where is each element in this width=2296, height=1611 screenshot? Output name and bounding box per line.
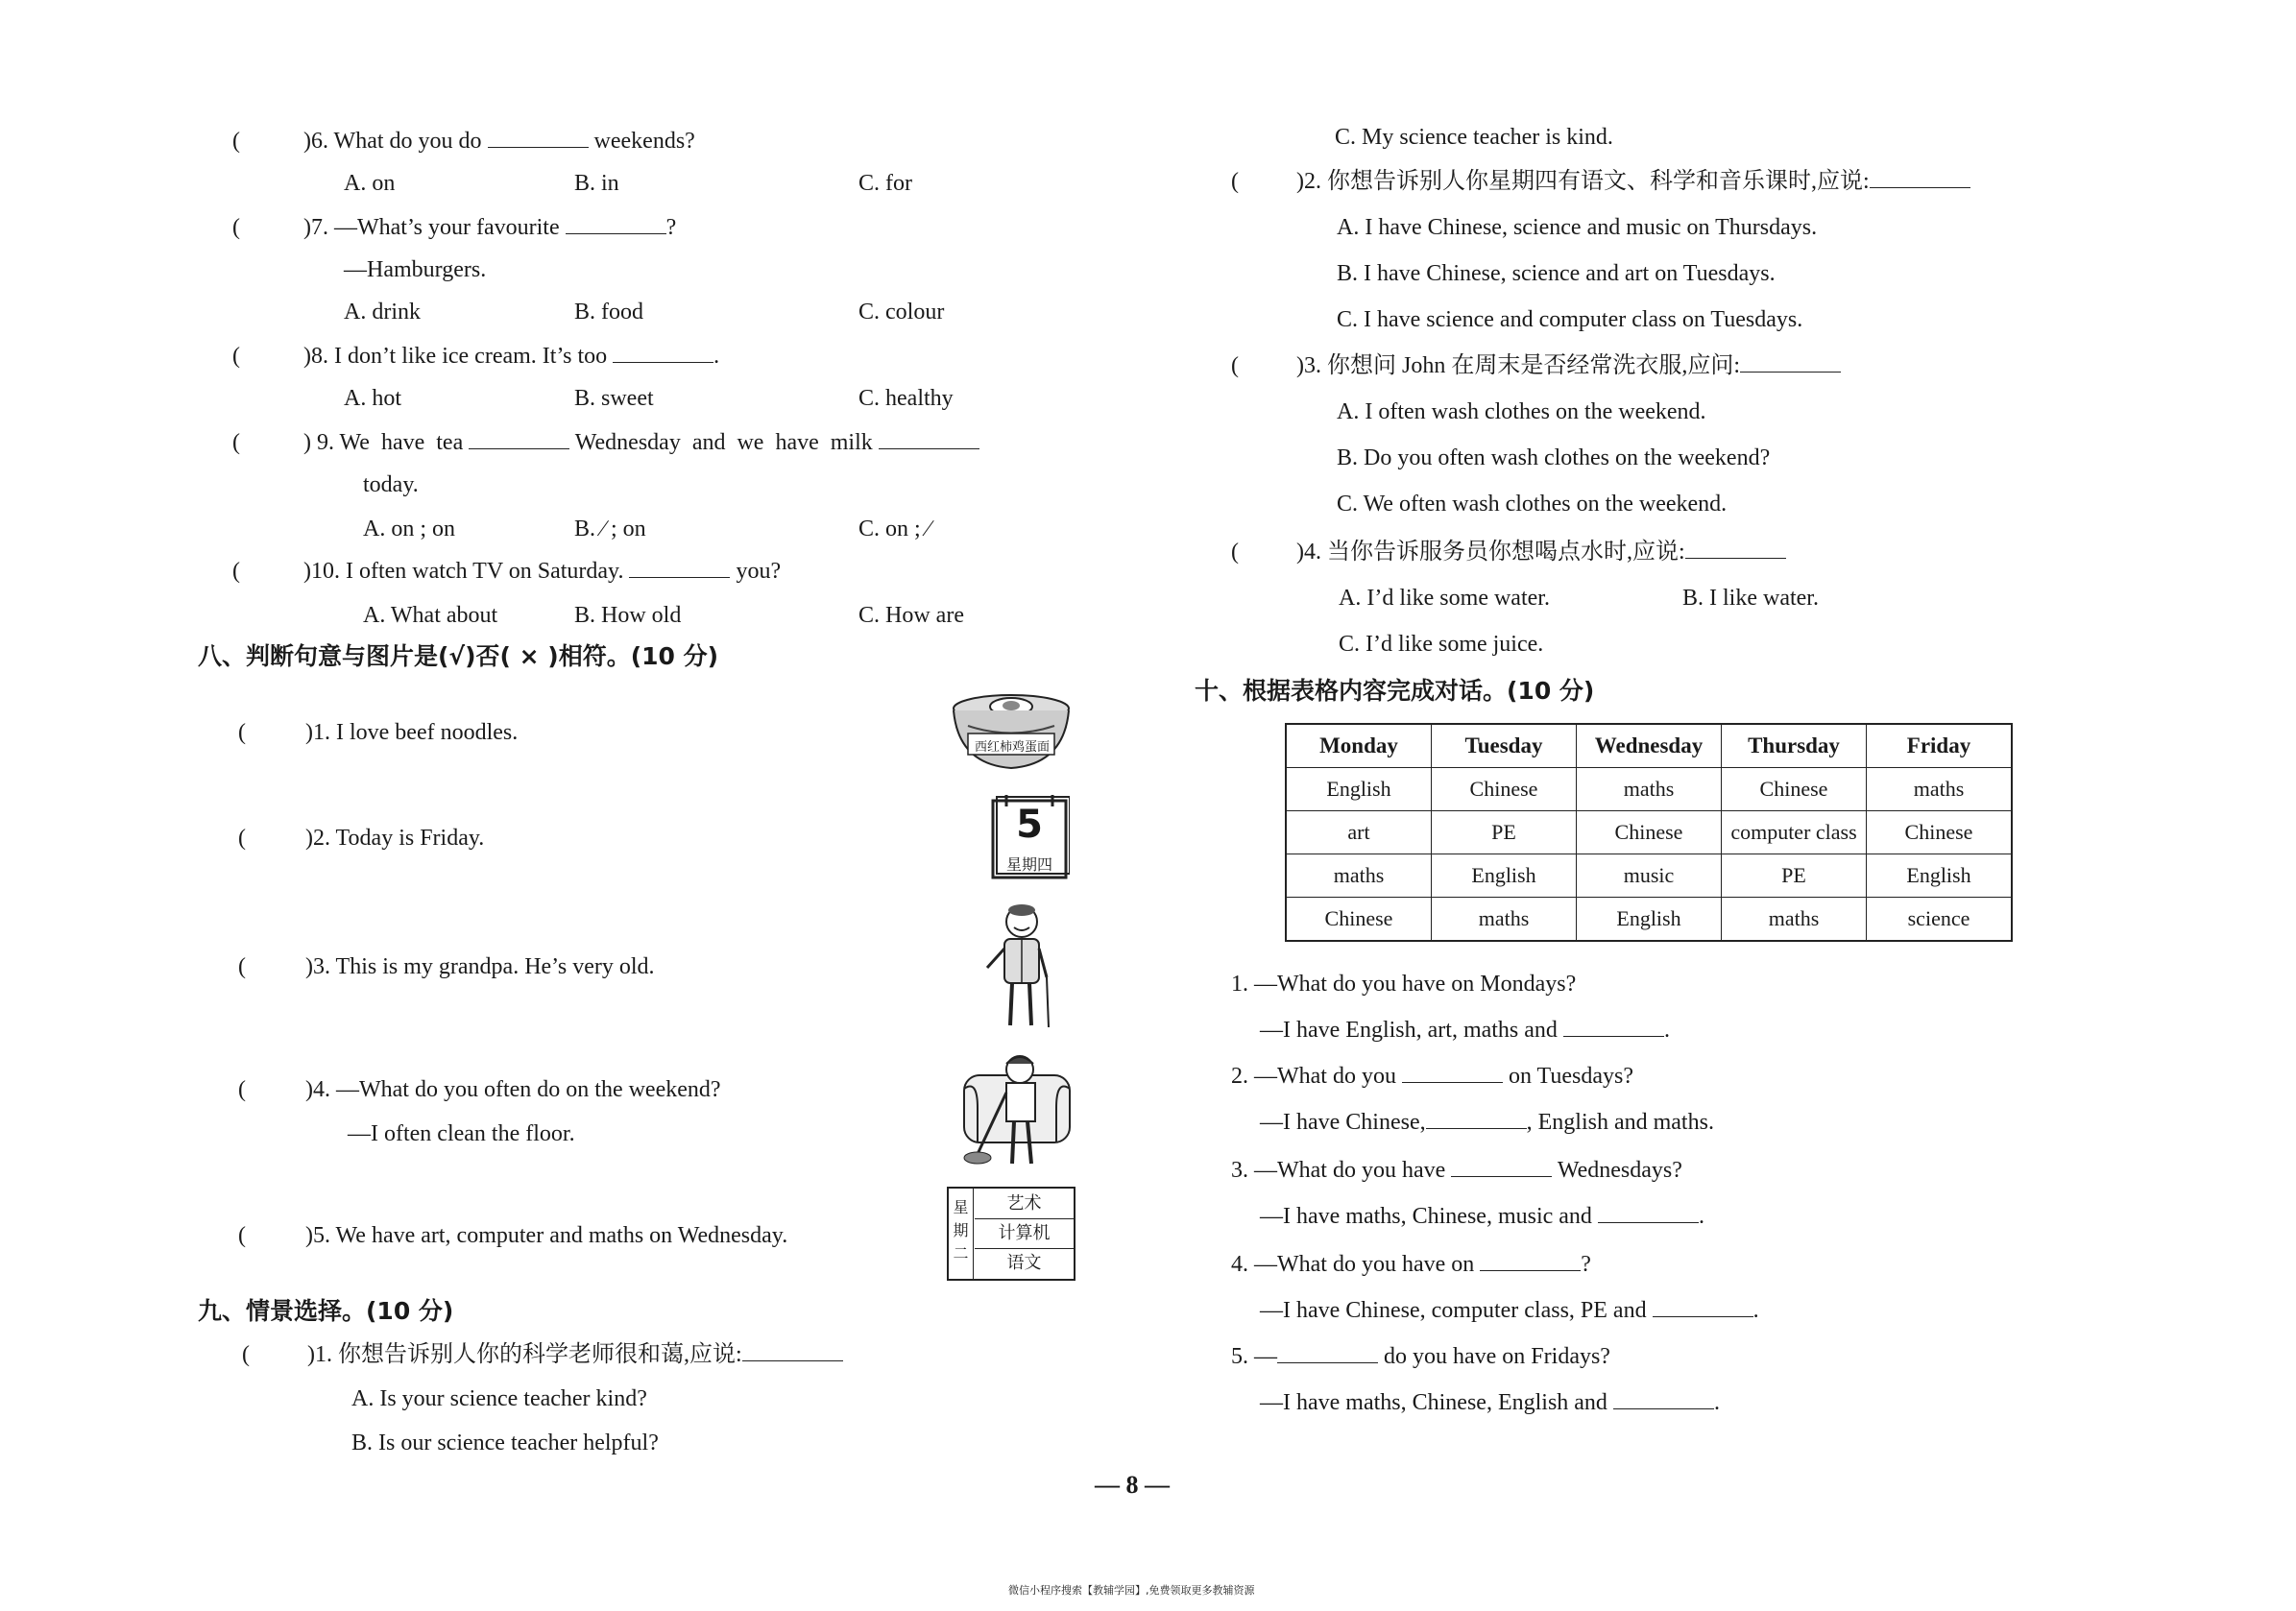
option-a: A. drink xyxy=(344,300,421,325)
judge-item-4-cont: —I often clean the floor. xyxy=(348,1121,575,1146)
answer-blank[interactable] xyxy=(1480,1253,1581,1271)
answer-paren: ( xyxy=(238,720,246,745)
option-b: B. Do you often wash clothes on the weekend? xyxy=(1337,445,1771,470)
table-cell: English xyxy=(1577,898,1722,942)
table-cell: English xyxy=(1286,768,1432,811)
answer-paren: ( xyxy=(1231,169,1239,194)
answer-blank[interactable] xyxy=(1870,170,1970,188)
answer-paren: ( xyxy=(1231,540,1239,565)
situation-q2: )2. 你想告诉别人你星期四有语文、科学和音乐课时,应说: xyxy=(1296,167,1970,196)
option-b: B. I have Chinese, science and art on Tuesdays. xyxy=(1337,261,1776,286)
cleaning-floor-icon xyxy=(958,1050,1075,1169)
dialogue-2-q: 2. —What do you on Tuesdays? xyxy=(1231,1064,1634,1089)
answer-blank[interactable] xyxy=(629,560,730,578)
table-cell: English xyxy=(1432,854,1577,898)
answer-blank[interactable] xyxy=(879,431,979,449)
option-c: C. I’d like some juice. xyxy=(1339,632,1544,657)
answer-blank[interactable] xyxy=(1563,1019,1664,1037)
mini-table-row: 计算机 xyxy=(975,1218,1074,1249)
option-a: A. Is your science teacher kind? xyxy=(351,1386,647,1411)
page-number: — 8 — xyxy=(1095,1471,1170,1499)
option-c: C. on ; ∕ xyxy=(858,517,930,541)
situation-q3: )3. 你想问 John 在周末是否经常洗衣服,应问: xyxy=(1296,351,1841,380)
answer-blank[interactable] xyxy=(1426,1111,1527,1129)
mini-table-row: 艺术 xyxy=(975,1189,1074,1219)
option-b: B. food xyxy=(574,300,643,325)
table-cell: English xyxy=(1867,854,2013,898)
option-b: B. I like water. xyxy=(1682,586,1819,611)
option-a: A. hot xyxy=(344,386,401,411)
answer-paren: ( xyxy=(232,344,240,369)
table-header: Monday xyxy=(1286,724,1432,768)
mini-table-side: 期 xyxy=(953,1221,969,1239)
table-cell: Chinese xyxy=(1286,898,1432,942)
table-cell: art xyxy=(1286,811,1432,854)
option-b: B. Is our science teacher helpful? xyxy=(351,1431,659,1455)
answer-blank[interactable] xyxy=(742,1343,843,1361)
calendar-number: 5 xyxy=(1016,803,1043,847)
answer-blank[interactable] xyxy=(1402,1065,1503,1083)
option-c: C. I have science and computer class on Tuesdays. xyxy=(1337,307,1803,332)
question-7: )7. —What’s your favourite ? xyxy=(303,215,677,240)
table-header: Wednesday xyxy=(1577,724,1722,768)
option-a: A. I’d like some water. xyxy=(1339,586,1550,611)
option-a: A. I often wash clothes on the weekend. xyxy=(1337,399,1706,424)
judge-item-4: )4. —What do you often do on the weekend? xyxy=(305,1077,721,1102)
section-10-title: 十、根据表格内容完成对话。(10 分) xyxy=(1195,677,1595,705)
table-cell: maths xyxy=(1432,898,1577,942)
dialogue-4-q: 4. —What do you have on ? xyxy=(1231,1252,1591,1277)
dialogue-1-q: 1. —What do you have on Mondays? xyxy=(1231,972,1577,997)
table-row xyxy=(1286,898,2012,942)
option-a: A. What about xyxy=(363,603,498,628)
option-c: C. My science teacher is kind. xyxy=(1335,125,1613,150)
answer-paren: ( xyxy=(242,1342,250,1367)
calendar-weekday: 星期四 xyxy=(1005,855,1052,874)
situation-q1: )1. 你想告诉别人你的科学老师很和蔼,应说: xyxy=(307,1340,843,1369)
bowl-label: 西红柿鸡蛋面 xyxy=(974,740,1050,755)
mini-table-side: 二 xyxy=(953,1244,969,1262)
answer-blank[interactable] xyxy=(566,216,666,234)
question-6: )6. What do you do weekends? xyxy=(303,129,695,154)
answer-blank[interactable] xyxy=(1277,1345,1378,1363)
option-c: C. How are xyxy=(858,603,964,628)
answer-blank[interactable] xyxy=(613,345,713,363)
option-c: C. for xyxy=(858,171,912,196)
answer-paren: ( xyxy=(232,430,240,455)
dialogue-4-a: —I have Chinese, computer class, PE and . xyxy=(1260,1298,1759,1323)
dialogue-5-q: 5. — do you have on Fridays? xyxy=(1231,1344,1610,1369)
question-10: )10. I often watch TV on Saturday. you? xyxy=(303,559,782,584)
answer-paren: ( xyxy=(238,954,246,979)
dialogue-3-a: —I have maths, Chinese, music and . xyxy=(1260,1204,1704,1229)
option-c: C. We often wash clothes on the weekend. xyxy=(1337,492,1728,517)
table-row xyxy=(1286,768,2012,811)
timetable xyxy=(1285,723,2013,942)
answer-paren: ( xyxy=(1231,353,1239,378)
table-header: Tuesday xyxy=(1432,724,1577,768)
table-cell: maths xyxy=(1286,854,1432,898)
section-8-title: 八、判断句意与图片是(√)否( × )相符。(10 分) xyxy=(198,642,719,670)
option-a: A. on ; on xyxy=(363,517,455,541)
table-cell: PE xyxy=(1722,854,1867,898)
answer-blank[interactable] xyxy=(1598,1205,1699,1223)
answer-paren: ( xyxy=(232,215,240,240)
noodle-bowl-icon xyxy=(949,687,1074,774)
answer-paren: ( xyxy=(232,129,240,154)
grandpa-icon xyxy=(974,901,1070,1031)
option-b: B. ∕ ; on xyxy=(574,517,646,541)
dialogue-5-a: —I have maths, Chinese, English and . xyxy=(1260,1390,1720,1415)
option-b: B. How old xyxy=(574,603,682,628)
answer-blank[interactable] xyxy=(1613,1391,1714,1409)
option-b: B. in xyxy=(574,171,619,196)
dialogue-2-a: —I have Chinese, , English and maths. xyxy=(1260,1110,1714,1135)
judge-item-2: )2. Today is Friday. xyxy=(305,826,485,851)
judge-item-1: )1. I love beef noodles. xyxy=(305,720,519,745)
table-cell: music xyxy=(1577,854,1722,898)
table-cell: Chinese xyxy=(1577,811,1722,854)
table-row xyxy=(1286,854,2012,898)
table-header: Thursday xyxy=(1722,724,1867,768)
option-c: C. colour xyxy=(858,300,945,325)
table-cell: maths xyxy=(1722,898,1867,942)
option-a: A. I have Chinese, science and music on Thursdays. xyxy=(1337,215,1818,240)
table-cell: science xyxy=(1867,898,2013,942)
question-8: )8. I don’t like ice cream. It’s too . xyxy=(303,344,720,369)
footer-note: 微信小程序搜索【教辅学园】,免费领取更多教辅资源 xyxy=(1008,1584,1255,1597)
answer-blank[interactable] xyxy=(469,431,569,449)
answer-paren: ( xyxy=(238,1077,246,1102)
mini-table-row: 语文 xyxy=(1006,1253,1042,1273)
answer-paren: ( xyxy=(238,1223,246,1248)
table-cell: maths xyxy=(1577,768,1722,811)
judge-item-5: )5. We have art, computer and maths on Wednesday. xyxy=(305,1223,788,1248)
table-header-row xyxy=(1286,724,2012,768)
table-cell: Chinese xyxy=(1867,811,2013,854)
answer-blank[interactable] xyxy=(1451,1159,1552,1177)
answer-blank[interactable] xyxy=(1685,541,1786,559)
answer-paren: ( xyxy=(238,826,246,851)
dialogue-3-q: 3. —What do you have Wednesdays? xyxy=(1231,1158,1682,1183)
answer-blank[interactable] xyxy=(488,130,589,148)
table-cell: maths xyxy=(1867,768,2013,811)
option-b: B. sweet xyxy=(574,386,654,411)
table-cell: Chinese xyxy=(1432,768,1577,811)
question-9-cont: today. xyxy=(363,472,419,497)
answer-blank[interactable] xyxy=(1653,1299,1753,1317)
answer-blank[interactable] xyxy=(1740,354,1841,373)
calendar-icon xyxy=(989,793,1070,881)
option-a: A. on xyxy=(344,171,396,196)
table-cell: computer class xyxy=(1722,811,1867,854)
question-7-answer: —Hamburgers. xyxy=(344,257,487,282)
table-header: Friday xyxy=(1867,724,2013,768)
dialogue-1-a: —I have English, art, maths and . xyxy=(1260,1018,1670,1043)
table-row xyxy=(1286,811,2012,854)
section-9-title: 九、情景选择。(10 分) xyxy=(198,1297,454,1325)
mini-timetable xyxy=(947,1187,1075,1281)
option-c: C. healthy xyxy=(858,386,954,411)
table-cell: PE xyxy=(1432,811,1577,854)
question-9: ) 9. We have tea Wednesday and we have milk xyxy=(303,428,979,457)
situation-q4: )4. 当你告诉服务员你想喝点水时,应说: xyxy=(1296,538,1786,566)
table-cell: Chinese xyxy=(1722,768,1867,811)
mini-table-side: 星 xyxy=(953,1198,969,1216)
answer-paren: ( xyxy=(232,559,240,584)
judge-item-3: )3. This is my grandpa. He’s very old. xyxy=(305,954,655,979)
